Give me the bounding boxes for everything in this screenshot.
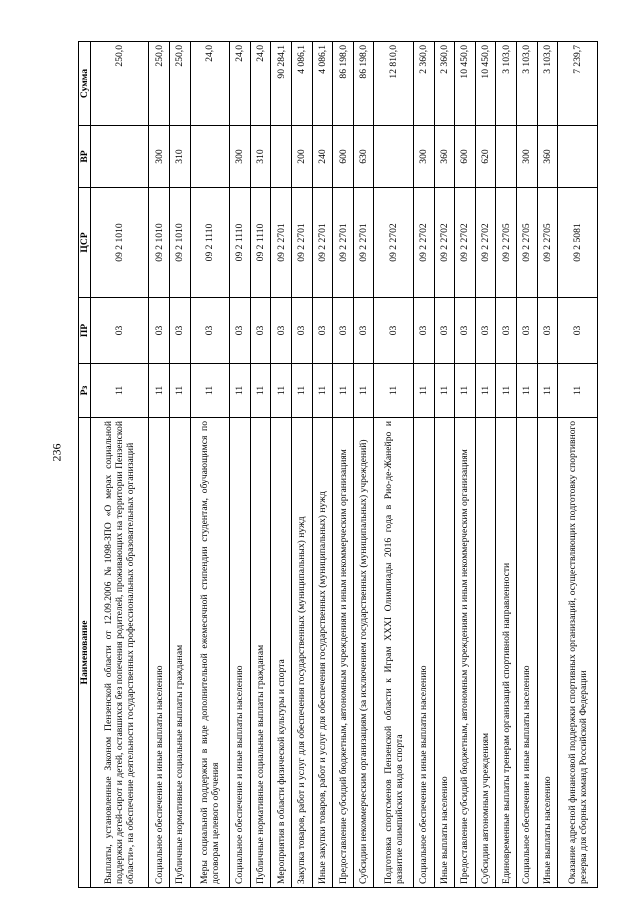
row-vr: 200 (291, 126, 312, 188)
page-number (44, 0, 70, 905)
row-rz: 11 (413, 364, 434, 418)
row-name: Иные закупки товаров, работ и услуг для обеспечения государственных (муниципальных) нужд (312, 418, 333, 888)
table-row (312, 42, 333, 888)
row-sum: 24,0 (250, 42, 271, 126)
row-rz: 11 (537, 364, 558, 418)
row-pr: 03 (374, 298, 414, 364)
row-pr: 03 (537, 298, 558, 364)
row-pr: 03 (271, 298, 292, 364)
row-vr: 360 (537, 126, 558, 188)
header-csr: ЦСР (79, 188, 91, 298)
row-rz: 11 (230, 364, 251, 418)
row-rz: 11 (434, 364, 455, 418)
row-rz: 11 (91, 364, 149, 418)
row-sum: 2 360,0 (434, 42, 455, 126)
table-row (91, 42, 149, 888)
table-row (516, 42, 537, 888)
row-pr: 03 (230, 298, 251, 364)
row-sum: 4 086,1 (291, 42, 312, 126)
row-sum: 3 103,0 (516, 42, 537, 126)
row-vr: 360 (434, 126, 455, 188)
row-pr: 03 (91, 298, 149, 364)
row-vr (91, 126, 149, 188)
budget-table-container (78, 42, 598, 888)
row-pr: 03 (558, 298, 598, 364)
row-csr: 09 2 2701 (353, 188, 374, 298)
row-name: Мероприятия в области физической культуры и спорта (271, 418, 292, 888)
row-sum: 250,0 (170, 42, 191, 126)
table-row (537, 42, 558, 888)
row-csr: 09 2 1110 (250, 188, 271, 298)
row-pr: 03 (496, 298, 517, 364)
row-csr: 09 2 1110 (230, 188, 251, 298)
table-row (413, 42, 434, 888)
table-row (170, 42, 191, 888)
row-rz: 11 (353, 364, 374, 418)
row-csr: 09 2 2705 (537, 188, 558, 298)
row-rz: 11 (475, 364, 496, 418)
row-vr: 300 (230, 126, 251, 188)
row-csr: 09 2 2701 (291, 188, 312, 298)
row-csr: 09 2 2701 (312, 188, 333, 298)
table-row (190, 42, 230, 888)
page-number-text: 236 (49, 443, 64, 462)
row-vr (558, 126, 598, 188)
row-pr: 03 (516, 298, 537, 364)
row-vr: 300 (516, 126, 537, 188)
row-pr: 03 (170, 298, 191, 364)
row-pr: 03 (250, 298, 271, 364)
row-name: Иные выплаты населению (434, 418, 455, 888)
row-name: Подготовка спортсменов Пензенской области к Играм XXXI Олимпиады 2016 года в Рио-де-Жанейро и развитие олимпийских видов спорта (374, 418, 414, 888)
row-sum: 24,0 (230, 42, 251, 126)
row-name: Оказание адресной финансовой поддержки спортивных организаций, осуществляющих подготовку спортивного резерва для сборных команд Российской Федерации (558, 418, 598, 888)
row-pr: 03 (333, 298, 354, 364)
row-vr: 310 (170, 126, 191, 188)
row-sum: 3 103,0 (496, 42, 517, 126)
table-row (353, 42, 374, 888)
row-sum: 2 360,0 (413, 42, 434, 126)
table-row (558, 42, 598, 888)
row-sum: 90 284,1 (271, 42, 292, 126)
header-pr: ПР (79, 298, 91, 364)
row-name: Социальное обеспечение и иные выплаты населению (230, 418, 251, 888)
row-name: Субсидии некоммерческим организациям (за исключением государственных (муниципальных) учреждений) (353, 418, 374, 888)
row-csr: 09 2 2702 (434, 188, 455, 298)
row-rz: 11 (516, 364, 537, 418)
row-csr: 09 2 1010 (149, 188, 170, 298)
row-csr: 09 2 5081 (558, 188, 598, 298)
row-name: Предоставление субсидий бюджетным, автономным учреждениям и иным некоммерческим организациям (333, 418, 354, 888)
row-name: Предоставление субсидий бюджетным, автономным учреждениям и иным некоммерческим организациям (455, 418, 476, 888)
row-pr: 03 (475, 298, 496, 364)
row-rz: 11 (312, 364, 333, 418)
row-name: Публичные нормативные социальные выплаты гражданам (170, 418, 191, 888)
row-sum: 4 086,1 (312, 42, 333, 126)
table-row (230, 42, 251, 888)
row-vr: 630 (353, 126, 374, 188)
table-row (455, 42, 476, 888)
row-name: Иные выплаты населению (537, 418, 558, 888)
header-name: Наименование (79, 418, 91, 888)
row-sum: 10 450,0 (475, 42, 496, 126)
row-sum: 12 810,0 (374, 42, 414, 126)
row-name: Единовременные выплаты тренерам организаций спортивной направленности (496, 418, 517, 888)
row-vr (271, 126, 292, 188)
row-csr: 09 2 2702 (413, 188, 434, 298)
table-row (374, 42, 414, 888)
table-header-row (79, 42, 91, 888)
row-sum: 86 198,0 (333, 42, 354, 126)
row-csr: 09 2 1110 (190, 188, 230, 298)
row-csr: 09 2 1010 (170, 188, 191, 298)
row-sum: 3 103,0 (537, 42, 558, 126)
header-vr: ВР (79, 126, 91, 188)
row-name: Публичные нормативные социальные выплаты гражданам (250, 418, 271, 888)
row-csr: 09 2 2702 (374, 188, 414, 298)
row-rz: 11 (190, 364, 230, 418)
row-rz: 11 (558, 364, 598, 418)
table-row (475, 42, 496, 888)
row-vr (496, 126, 517, 188)
row-pr: 03 (434, 298, 455, 364)
row-vr: 620 (475, 126, 496, 188)
row-csr: 09 2 2705 (516, 188, 537, 298)
header-sum: Сумма (79, 42, 91, 126)
row-csr: 09 2 1010 (91, 188, 149, 298)
row-vr: 300 (149, 126, 170, 188)
row-sum: 10 450,0 (455, 42, 476, 126)
row-sum: 24,0 (190, 42, 230, 126)
row-pr: 03 (353, 298, 374, 364)
row-pr: 03 (455, 298, 476, 364)
row-pr: 03 (413, 298, 434, 364)
row-vr: 600 (455, 126, 476, 188)
row-vr: 600 (333, 126, 354, 188)
row-name: Социальное обеспечение и иные выплаты населению (149, 418, 170, 888)
row-vr: 300 (413, 126, 434, 188)
row-csr: 09 2 2705 (496, 188, 517, 298)
row-pr: 03 (312, 298, 333, 364)
row-rz: 11 (271, 364, 292, 418)
row-vr (374, 126, 414, 188)
row-csr: 09 2 2701 (271, 188, 292, 298)
row-csr: 09 2 2702 (475, 188, 496, 298)
row-vr (190, 126, 230, 188)
row-rz: 11 (374, 364, 414, 418)
row-sum: 7 239,7 (558, 42, 598, 126)
row-rz: 11 (333, 364, 354, 418)
row-rz: 11 (170, 364, 191, 418)
row-rz: 11 (250, 364, 271, 418)
table-row (149, 42, 170, 888)
row-sum: 250,0 (91, 42, 149, 126)
row-rz: 11 (496, 364, 517, 418)
row-name: Выплаты, установленные Законом Пензенской области от 12.09.2006 №1098-ЗПО «О мерах социальной поддержки детей-сирот и детей, оставшихся без попечения родителей, проживающих на территории Пензенской области», на обеспечение деятельности государственных профессиональных образовательных организаций (91, 418, 149, 888)
table-row (496, 42, 517, 888)
table-row (291, 42, 312, 888)
row-rz: 11 (149, 364, 170, 418)
table-body (91, 42, 598, 888)
row-csr: 09 2 2701 (333, 188, 354, 298)
row-name: Социальное обеспечение и иные выплаты населению (413, 418, 434, 888)
row-rz: 11 (455, 364, 476, 418)
row-vr: 240 (312, 126, 333, 188)
row-vr: 310 (250, 126, 271, 188)
row-rz: 11 (291, 364, 312, 418)
row-sum: 250,0 (149, 42, 170, 126)
row-csr: 09 2 2702 (455, 188, 476, 298)
row-name: Закупка товаров, работ и услуг для обеспечения государственных (муниципальных) нужд (291, 418, 312, 888)
row-sum: 86 198,0 (353, 42, 374, 126)
table-row (333, 42, 354, 888)
table-row (434, 42, 455, 888)
row-pr: 03 (190, 298, 230, 364)
row-name: Меры социальной поддержки в виде дополнительной ежемесячной стипендии студентам, обучающимся по договорам целевого обучения (190, 418, 230, 888)
row-pr: 03 (149, 298, 170, 364)
row-name: Социальное обеспечение и иные выплаты населению (516, 418, 537, 888)
budget-table (78, 41, 598, 888)
table-row (250, 42, 271, 888)
header-rz: Рз (79, 364, 91, 418)
row-pr: 03 (291, 298, 312, 364)
table-row (271, 42, 292, 888)
row-name: Субсидии автономным учреждениям (475, 418, 496, 888)
